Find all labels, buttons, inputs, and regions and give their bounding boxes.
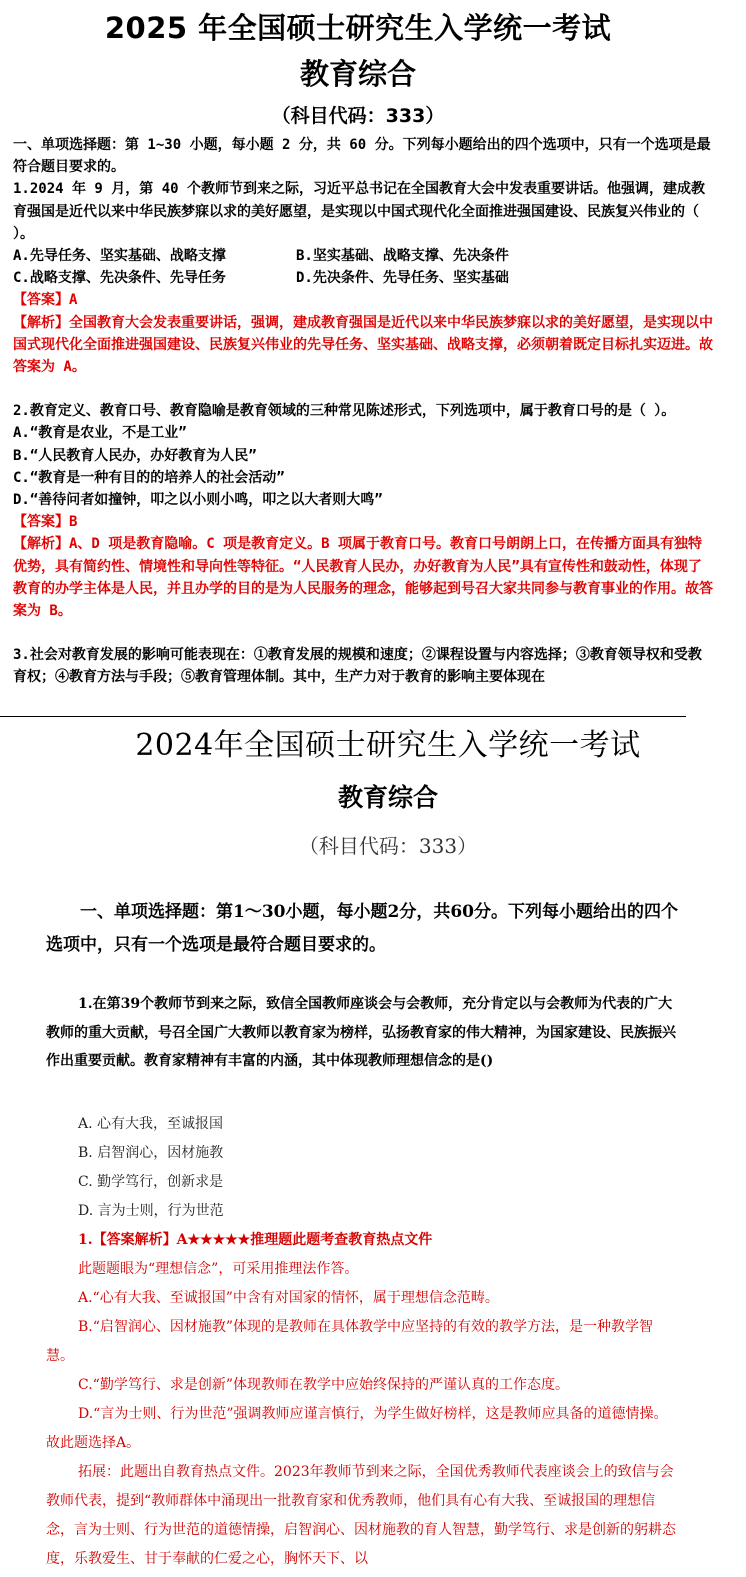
option-a: A. 心有大我，至诚报国 (78, 1116, 224, 1132)
option-b: B. 启智润心，因材施教 (78, 1145, 224, 1161)
option-d: D. 言为士则，行为世范 (78, 1203, 224, 1219)
section-intro: 一、单项选择题：第 1~30 小题，每小题 2 分，共 60 分。下列每小题给出的四个选项中，只有一个选项是最符合题目要求的。 (13, 137, 711, 176)
answer-analysis (46, 1226, 676, 1574)
option-a: A.先导任务、坚实基础、战略支撑 (13, 248, 226, 265)
analysis-option-d: D.“言为士则、行为世范”强调教师应谨言慎行，为学生做好榜样，这是教师应具备的道德情操。故此题选择A。 (46, 1406, 668, 1451)
option-b: B.坚实基础、战略支撑、先决条件 (296, 248, 509, 265)
option-c: C.战略支撑、先决条件、先导任务 (13, 270, 226, 287)
page-title: 2024年全国硕士研究生入学统一考试 (135, 728, 641, 763)
question-2-stem: 2.教育定义、教育口号、教育隐喻是教育领域的三种常见陈述形式，下列选项中，属于教育口号的是（ ）。 (13, 403, 676, 420)
question-2-analysis: 【解析】A、D 项是教育隐喻。C 项是教育定义。B 项属于教育口号。教育口号朗朗上口，在传播方面具有独特优势，具有简约性、情境性和导向性等特征。“人民教育人民办，办好教育为人民”具有宣传性和鼓动性，体现了教育的办学主体是人民，并且办学的目的是为人民服务的理念，能够起到号召大家共同参与教育事业的作用。故答案为 B。 (13, 536, 713, 620)
option-d: D.“善待问者如撞钟，叩之以小则小鸣，叩之以大者则大鸣” (13, 492, 383, 509)
analysis-option-b: B.“启智润心、因材施教”体现的是教师在具体教学中应坚持的有效的教学方法，是一种教学智慧。 (46, 1319, 654, 1364)
subject-code: （科目代码：333） (271, 105, 445, 127)
analysis-option-c: C.“勤学笃行、求是创新”体现教师在教学中应始终保持的严谨认真的工作态度。 (78, 1377, 569, 1393)
option-c: C.“教育是一种有目的的培养人的社会活动” (13, 469, 285, 486)
option-a: A.“教育是农业，不是工业” (13, 425, 187, 442)
analysis-option-a: A.“心有大我、至诚报国”中含有对国家的情怀，属于理想信念范畴。 (78, 1290, 499, 1306)
question-body (13, 134, 713, 689)
analysis-line: 此题题眼为“理想信念”，可采用推理法作答。 (78, 1261, 359, 1277)
answer-heading: 1.【答案解析】A★★★★★推理题此题考查教育热点文件 (78, 1232, 433, 1248)
option-c: C. 勤学笃行，创新求是 (78, 1174, 224, 1190)
question-1-answer: 【答案】A (13, 292, 78, 309)
question-1-options (78, 1110, 224, 1226)
page-divider (0, 716, 686, 717)
option-b: B.“人民教育人民办，办好教育为人民” (13, 447, 257, 464)
question-1-analysis: 【解析】全国教育大会发表重要讲话，强调，建成教育强国是近代以来中华民族梦寐以求的美好愿望，是实现以中国式现代化全面推进强国建设、民族复兴伟业的先导任务、坚实基础、战略支撑，必须朝着既定目标扎实迈进。故答案为 A。 (13, 314, 713, 376)
question-1-options-row-1 (13, 245, 713, 267)
question-1-options-row-2 (13, 267, 713, 289)
option-d: D.先决条件、先导任务、坚实基础 (296, 270, 509, 287)
exam-2025-page (0, 0, 746, 718)
page-subtitle: 教育综合 (299, 57, 416, 91)
question-3-stem: 3.社会对教育发展的影响可能表现在：①教育发展的规模和速度；②课程设置与内容选择；③教育领导权和受教育权；④教育方法与手段；⑤教育管理体制。其中，生产力对于教育的影响主要体现在 (13, 647, 702, 686)
page-subtitle: 教育综合 (337, 783, 438, 812)
section-intro: 一、单项选择题：第1～30小题，每小题2分，共60分。下列每小题给出的四个选项中，只有一个选项是最符合题目要求的。 (46, 902, 678, 955)
page-title: 2025 年全国硕士研究生入学统一考试 (104, 11, 612, 45)
question-2-answer: 【答案】B (13, 514, 78, 531)
exam-2024-page (0, 718, 746, 1577)
extension-text: 拓展：此题出自教育热点文件。2023年教师节到来之际，全国优秀教师代表座谈会上的致信与会教师代表，提到“教师群体中涌现出一批教育家和优秀教师，他们具有心有大我、至诚报国的理想信念，言为士则、行为世范的道德情操，启智润心、因材施教的育人智慧，勤学笃行、求是创新的躬耕态度，乐教爱生、甘于奉献的仁爱之心，胸怀天下、以 (46, 1464, 676, 1567)
question-1-stem: 1.2024 年 9 月，第 40 个教师节到来之际，习近平总书记在全国教育大会中发表重要讲话。他强调，建成教育强国是近代以来中华民族梦寐以求的美好愿望，是实现以中国式现代化全面推进强国建设、民族复兴伟业的（ ）。 (13, 181, 705, 242)
subject-code: （科目代码：333） (298, 834, 478, 858)
question-1-stem: 1.在第39个教师节到来之际，致信全国教师座谈会与会教师，充分肯定以与会教师为代表的广大教师的重大贡献，号召全国广大教师以教育家为榜样，弘扬教育家的伟大精神，为国家建设、民族振兴作出重要贡献。教育家精神有丰富的内涵，其中体现教师理想信念的是() (46, 996, 676, 1069)
